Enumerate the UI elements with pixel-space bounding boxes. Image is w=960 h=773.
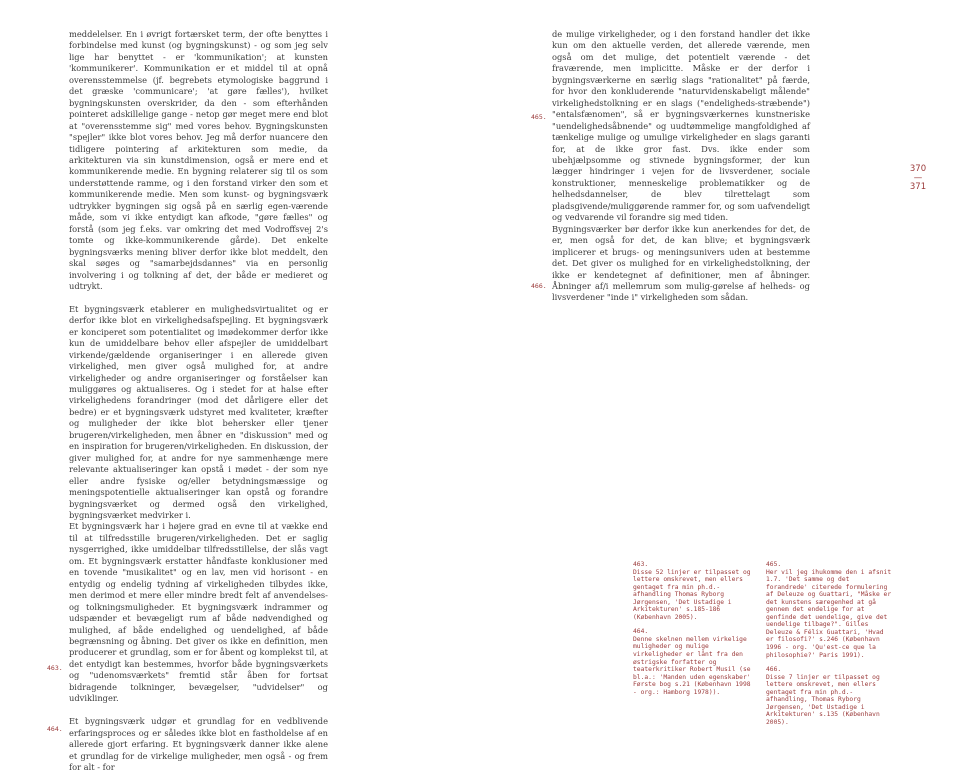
footnote-text: Disse 52 linjer er tilpasset og lettere omskrevet, men ellers gentaget fra min ph.d.-afhandling Thomas Ryborg Jørgensen, 'Det Ustadige i Arkitekturen' s.185-186 (København 2005).	[633, 568, 751, 621]
page-number-separator: —	[913, 173, 923, 183]
left-paragraph-4: Et bygningsværk udgør et grundlag for en vedblivende erfaringsproces og er således ikke blot en fastholdelse af en allerede gjort erfaring. Et bygningsværk danner ikke alene et grundlag for de virkelige muligheder, men også - og frem for alt - for	[69, 716, 328, 772]
footnote-text: Her vil jeg ihukomme den i afsnit 1.7. 'Det samme og det forandrede' citerede formulering af Deleuze og Guattari, "Måske er det kunstens særegenhed at gå gennem det endelige for at genfinde det uendelige, give det uendelige tilbage?". Gilles Deleuze & Félix Guattari, 'Hvad er filosofi?' s.246 (København 1996 - org. 'Qu'est-ce que la philosophie?' Paris 1991).	[766, 568, 892, 659]
footnote-463	[633, 561, 753, 621]
right-paragraph-1: de mulige virkeligheder, og i den forstand handler det ikke kun om den aktuelle verden, det allerede værende, men også om det mulige, det potentielt værende - det fraværende, men implicitte. Måske er der derfor i bygningsværkerne en særlig slags "rationalitet" på færde, for hvor den konkluderende "naturvidenskabeligt målende" virkelighedstolkning er en slags ("endeligheds-stræbende") "entalsfænomen", så er bygningsværkernes kunstneriske "uendelighedsåbnende" og uudtømmelige mangfoldighed af tænkelige mulige og umulige virkeligheder en slags garanti for, at de ikke gror fast. Dvs. ikke ender som ubehjælpsomme og stivnede bygningsformer, der kun lægger hindringer i vejen for de livsverdener, sociale konstruktioner, menneskelige problematikker og de helhedsdannelser, de blev tilrettelagt som pladsgivende/muliggørende rammer for, og som uafvendeligt og vedvarende vil forandre sig med tiden.	[552, 29, 810, 223]
footnote-text: Disse 7 linjer er tilpasset og lettere omskrevet, men ellers gentaget fra min ph.d.-afhandling, Thomas Ryborg Jørgensen, 'Det Ustadige i Arkitekturen' s.135 (København 2005).	[766, 673, 880, 726]
left-paragraph-2: Et bygningsværk etablerer en mulighedsvirtualitet og er derfor ikke blot en virkelighedsafspejling. Et bygningsværk er konciperet som potentialitet og imødekommer derfor ikke kun de umiddelbare behov eller afspejler de umiddelbart virkende/gældende organiseringer i en allerede given virkelighed, men giver også mulighed for, at andre virkeligheder og andre organiseringer og forståelser kan muliggøres og aktualiseres. Og i stedet for at halse efter virkelighedens forandringer (mod det dårligere eller det bedre) er et bygningsværk udstyret med kvaliteter, kræfter og muligheder der ikke blot behersker eller tjener brugeren/virkeligheden, men åbner en "diskussion" med og en inspiration for brugeren/virkeligheden. En diskussion, der giver mulighed for, at andre for nye sammenhænge mere relevante aktualiseringer kan opstå i mødet - der som nye eller andre fysiske og/eller betydningsmæssige og meningspotentielle aktualiseringer kan opstå og forandre bygningsværket og dermed også den virkelighed, bygningsværket medvirker i.	[69, 303, 328, 521]
left-paragraph-3: Et bygningsværk har i højere grad en evne til at vække end til at tilfredsstille brugeren/virkeligheden. Det er saglig nysgerrighed, ikke umiddelbar tilfredsstillelse, der slås vagt om. Et bygningsværk erstatter håndfaste konklusioner med en tovende "musikalitet" og en lav, men vid horisont - en entydig og endelig tydning af virkeligheden tilbydes ikke, men derimod et mere eller mindre bredt felt af anvendelses- og tolkningsmuligheder. Et bygningsværk indrammer og udspænder et bevægeligt rum af både nødvendighed og mulighed, af både endelighed og uendelighed, af både begrænsning og åbning. Det giver os ikke en definition, men producerer et grundlag, som er for åbent og komplekst til, at det entydigt kan bestemmes, hvorfor både bygningsværkets og "udenomsværkets" fremtid står åben for fortsat bidragende tolkninger, bevægelser, "udvidelser" og udviklinger.	[69, 521, 328, 704]
footnote-465	[766, 561, 894, 659]
footnote-number: 464.	[633, 628, 649, 636]
footnote-number: 466.	[766, 666, 782, 674]
footnote-number: 463.	[633, 561, 649, 568]
right-paragraph-2: Bygningsværker bør derfor ikke kun anerkendes for det, de er, men også for det, de kan blive; et bygningsværk implicerer et brugs- og meningsunivers uden at bestemme det. Det giver os mulighed for en virkelighedstolkning, der ikke er kendetegnet af definitioner, men af åbninger. Åbninger af/i mellemrum som mulig-gørelse af helheds- og livsverdener "inde i" virkeligheden som sådan.	[552, 223, 810, 303]
right-text-column	[552, 29, 810, 304]
margin-marker-466: 466.	[531, 282, 547, 290]
footnote-text: Denne skelnen mellem virkelige muligheder og mulige virkeligheder er lånt fra den østrigske forfatter og teaterkritiker Robert Musil (se bl.a.: 'Manden uden egenskaber' Første bog s.21 (København 1998 - org.: Hamborg 1978)).	[633, 635, 751, 696]
left-paragraph-1: meddelelser. En i øvrigt fortærsket term, der ofte benyttes i forbindelse med kunst (og bygningskunst) - og som jeg selv lige har benyttet - er 'kommunikation'; at kunsten 'kommunikerer'. Kommunikation er et middel til at opnå overensstemmelse (jf. begrebets etymologiske baggrund i det græske 'communicare'; 'at gøre fælles'), hvilket bygningskunsten overskrider, da den - som efterhånden pointeret adskillelige gange - netop gør meget mere end blot at "overensstemme sig" med vores behov. Bygningskunsten "spejler" ikke blot vores behov. Jeg må derfor nuancere den tidligere pointering af arkitekturen som medie, da arkitekturen via sin kunstdimension, også er mere end et kommunikerende medie. En bygning relaterer sig til os som understøttende ramme, og i den forstand virker den som et kommunikerende medie. Men som kunst- og bygningsværk udtrykker bygningen sig også på en særlig egen-værende måde, som vi ikke entydigt kan afkode, "gøre fælles" og forstå (som jeg f.eks. var omkring det med Vodroffsvej 2's tomte og ikke-kommunikerende gårde). Det enkelte bygningsværks mening bliver derfor ikke blot meddelt, den skal søges og "samarbejdsdannes" via en personlig involvering i og tolkning af det, der både er medieret og udtrykt.	[69, 29, 328, 291]
footnotes-column-left	[633, 561, 753, 703]
margin-marker-464: 464.	[47, 725, 63, 733]
footnote-464	[633, 628, 753, 696]
footnotes-column-right	[766, 561, 894, 733]
page-numbers	[900, 164, 936, 193]
page-number-right: 371	[909, 182, 927, 192]
margin-marker-463: 463.	[47, 664, 63, 672]
margin-marker-465: 465.	[531, 113, 547, 121]
page-number-left: 370	[909, 164, 927, 174]
footnote-number: 465.	[766, 561, 782, 568]
left-text-column	[69, 29, 328, 773]
footnote-466	[766, 666, 894, 726]
